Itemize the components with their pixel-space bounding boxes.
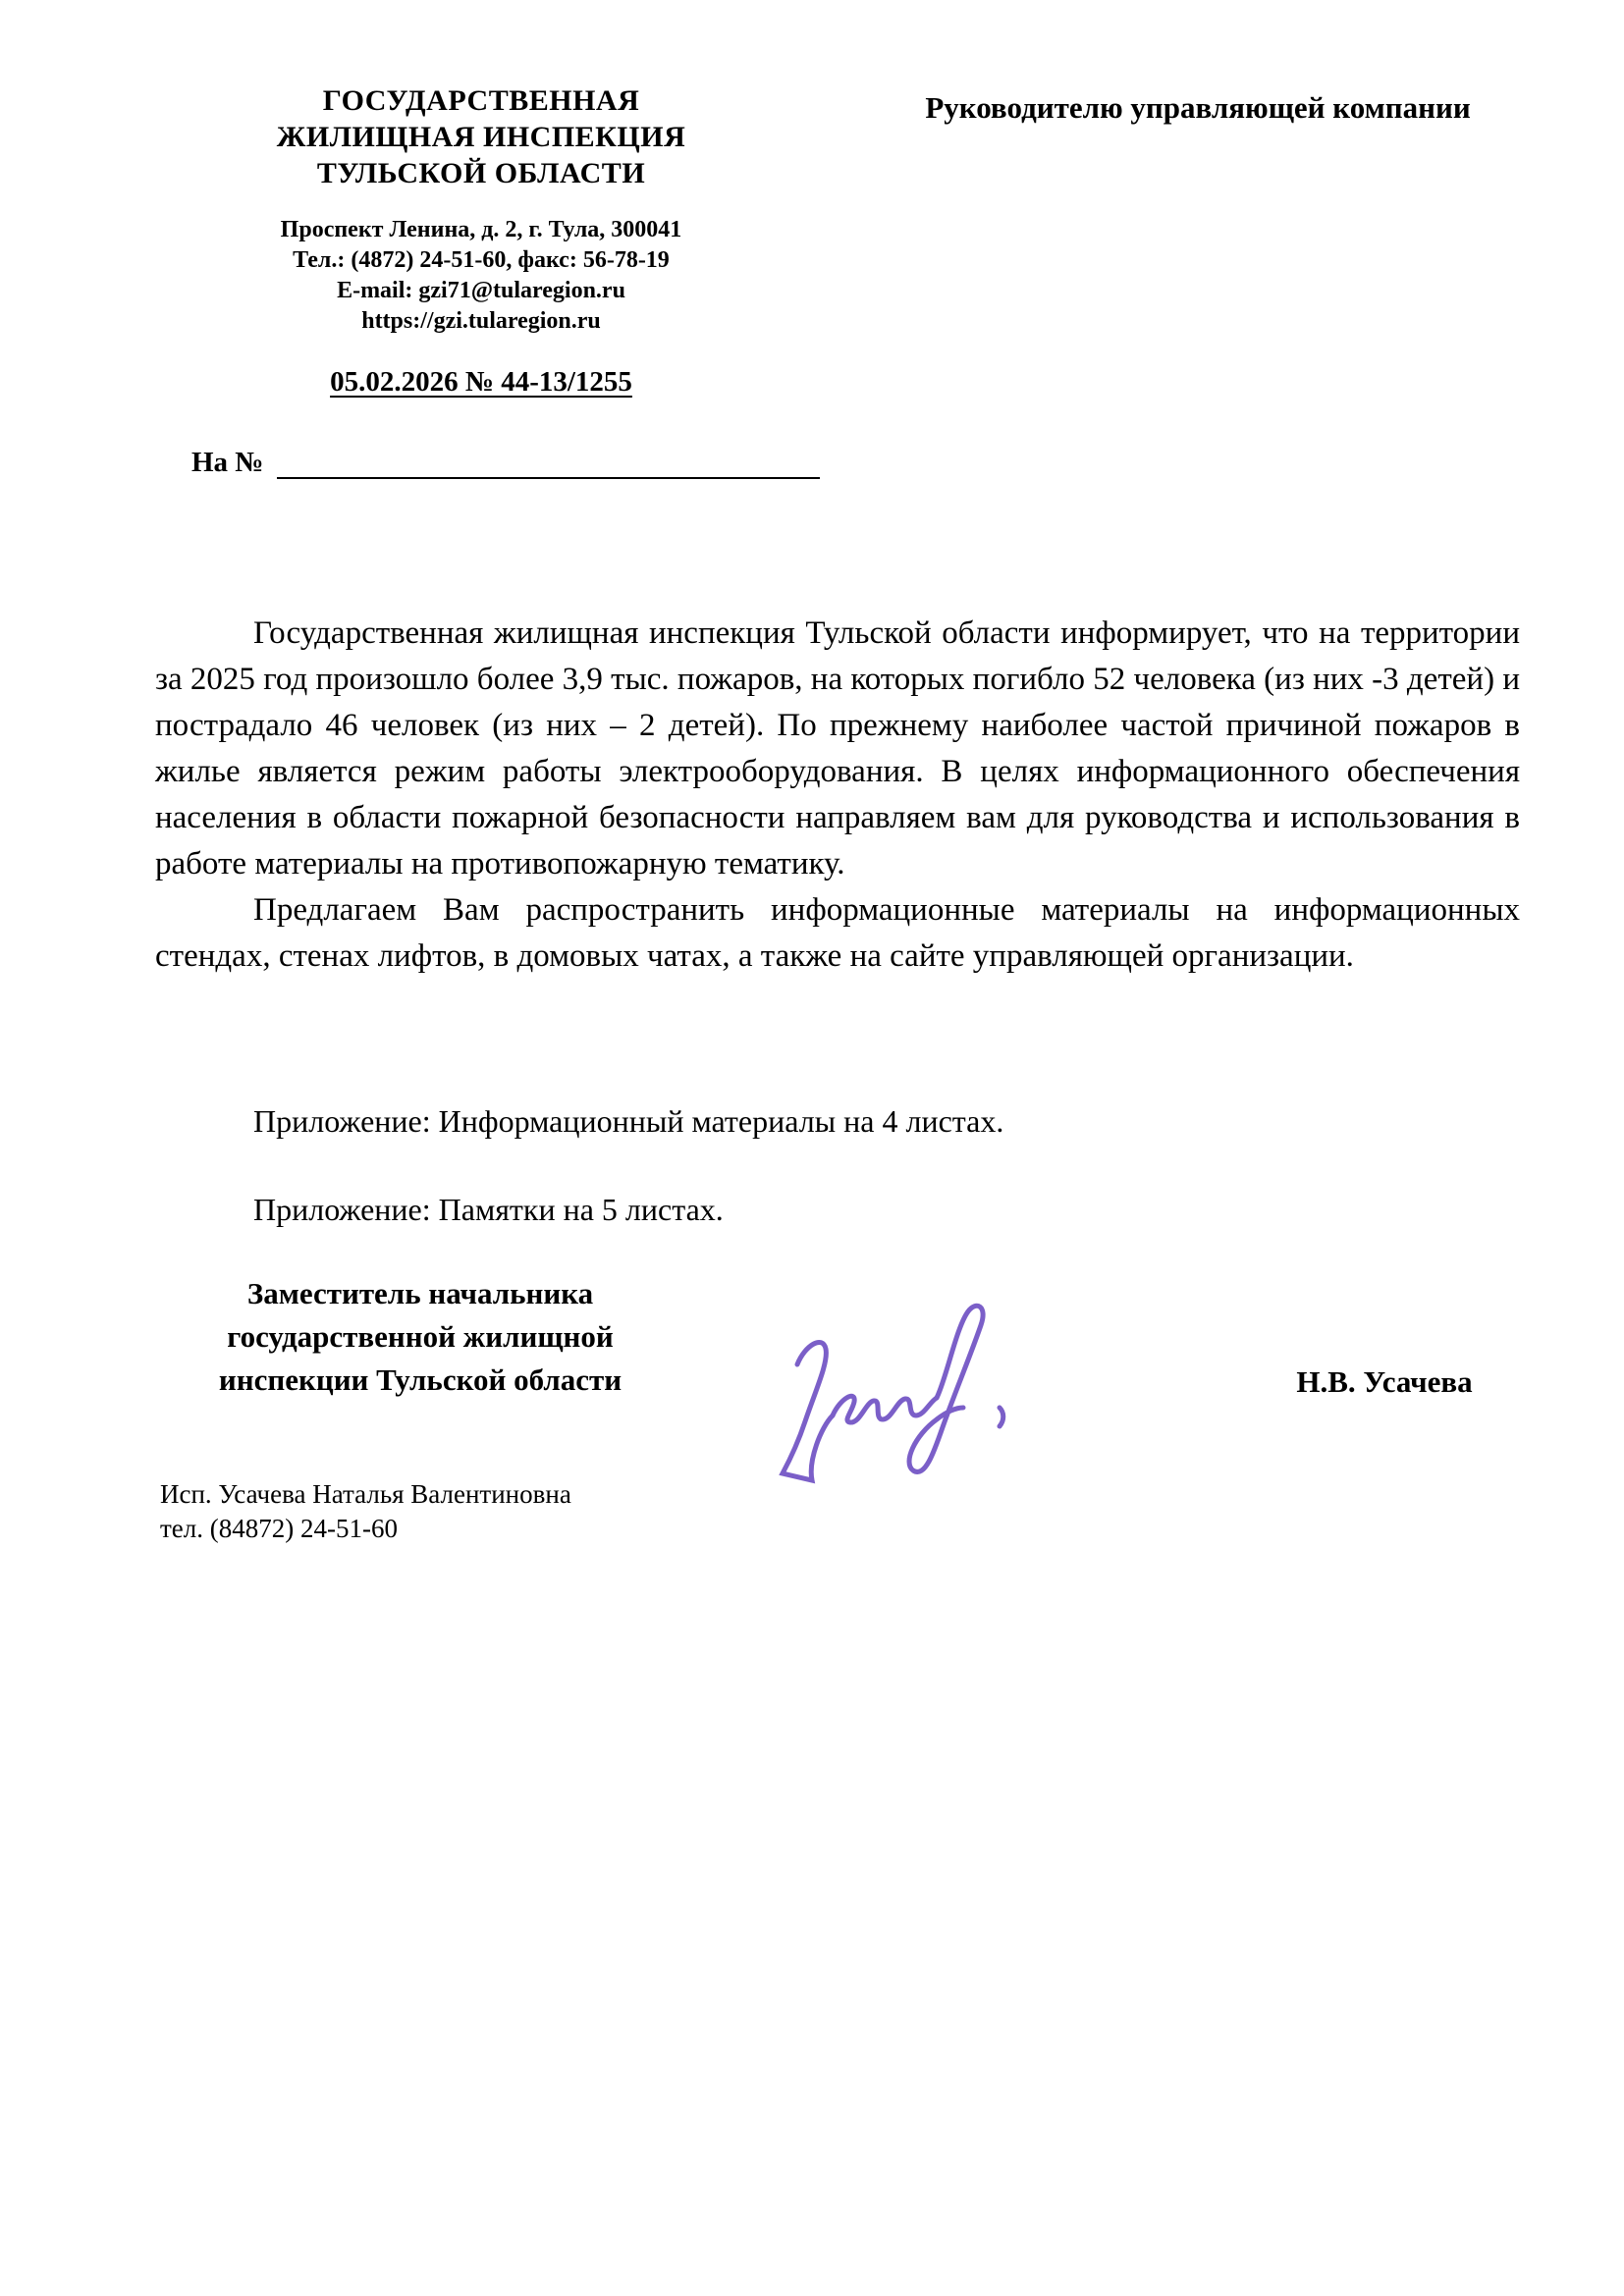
body-paragraph-1: Государственная жилищная инспекция Тульской области информирует, что на территории за 2025 год произошло более 3,9 тыс. пожаров, на которых погибло 52 человека (из них -3 детей) и пострадало 46 человек (из них – 2 детей). По прежнему наиболее частой причиной пожаров в жилье является режим работы электрооборудования. В целях информационного обеспечения населения в области пожарной безопасности направляем вам для руководства и использования в работе материалы на противопожарную тематику. <box>155 615 1520 881</box>
org-website: https://gzi.tularegion.ru <box>361 308 601 334</box>
executor-name: Исп. Усачева Наталья Валентиновна <box>160 1479 571 1509</box>
signer-position <box>126 1272 715 1402</box>
signer-name: Н.В. Усачева <box>1296 1364 1473 1399</box>
letter-body <box>155 611 1520 980</box>
signer-position-line: Заместитель начальника <box>246 1276 594 1310</box>
org-phone-fax: Тел.: (4872) 24-51-60, факс: 56-78-19 <box>293 247 670 273</box>
signer-position-line: государственной жилищной <box>227 1319 614 1354</box>
reply-reference-blank-line <box>277 444 820 479</box>
org-header-block <box>157 82 805 399</box>
executor-phone: тел. (84872) 24-51-60 <box>160 1514 398 1543</box>
executor-block <box>160 1477 571 1546</box>
org-title-line: ТУЛЬСКОЙ ОБЛАСТИ <box>316 157 646 189</box>
org-email: E-mail: gzi71@tularegion.ru <box>337 278 625 303</box>
org-title-line: ЖИЛИЩНАЯ ИНСПЕКЦИЯ <box>276 121 686 153</box>
org-contact-block <box>157 215 805 337</box>
body-paragraph-2: Предлагаем Вам распространить информационные материалы на информационных стендах, стенах лифтов, в домовых чатах, а также на сайте управляющей организации. <box>155 892 1520 974</box>
org-title <box>157 82 805 191</box>
reply-reference-row <box>191 444 820 479</box>
attachment-note-2: Приложение: Памятки на 5 листах. <box>253 1192 724 1227</box>
outgoing-date-number: 05.02.2026 № 44-13/1255 <box>330 366 632 398</box>
org-postal-address: Проспект Ленина, д. 2, г. Тула, 300041 <box>280 217 682 242</box>
attachment-note-1: Приложение: Информационный материалы на 4 листах. <box>253 1103 1004 1139</box>
signer-position-line: инспекции Тульской области <box>218 1362 623 1397</box>
org-title-line: ГОСУДАРСТВЕННАЯ <box>322 84 640 117</box>
addressee: Руководителю управляющей компании <box>925 90 1471 125</box>
handwritten-signature-icon <box>768 1292 1013 1503</box>
reply-reference-label: На № <box>191 447 264 478</box>
